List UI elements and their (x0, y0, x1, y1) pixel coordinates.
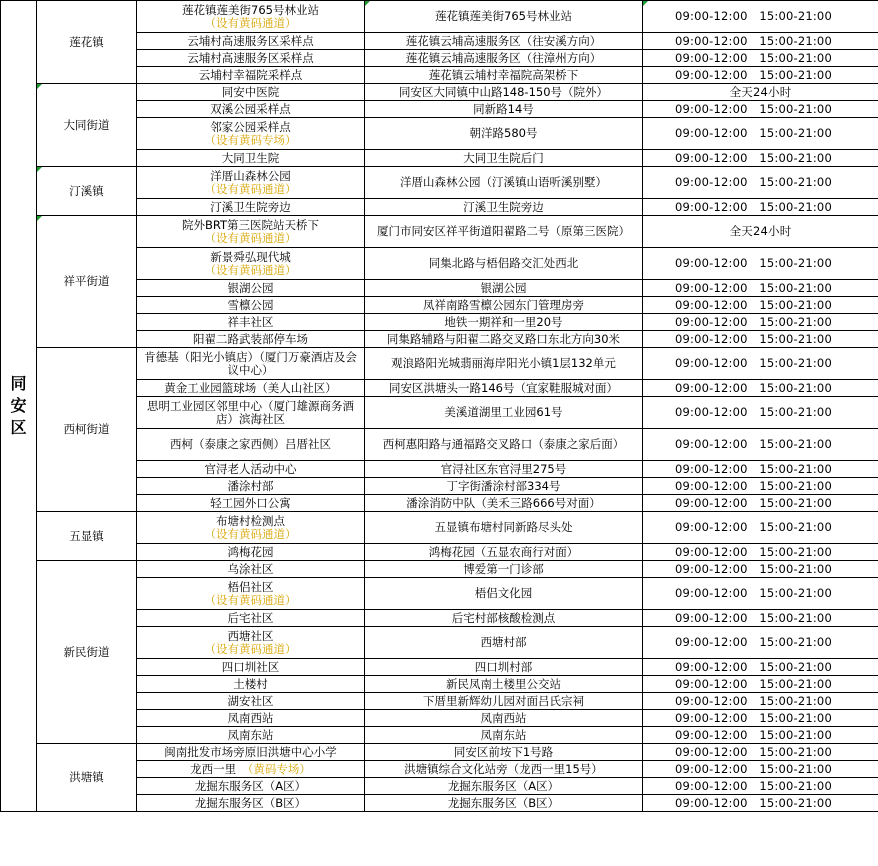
address-cell: 同集北路与梧侣路交汇处西北 (365, 248, 643, 280)
site-name: 龙掘东服务区（B区） (194, 795, 307, 810)
site-line (190, 762, 311, 776)
address-cell: 博爱第一门诊部 (365, 561, 643, 578)
address-cell: 汀溪卫生院旁边 (365, 199, 643, 216)
hours-cell: 09:00-12:00 15:00-21:00 (643, 397, 878, 429)
site-cell (137, 478, 365, 495)
site-cell (137, 348, 365, 380)
address-cell: 龙掘东服务区（A区） (365, 778, 643, 795)
hours-cell: 09:00-12:00 15:00-21:00 (643, 578, 878, 610)
site-name: 四口圳社区 (221, 659, 280, 674)
town-cell: 新民街道 (37, 561, 137, 744)
site-name: 院外BRT第三医院站天桥下 (181, 217, 320, 232)
site-cell (137, 429, 365, 461)
address-cell: 丁字街潘涂村部334号 (365, 478, 643, 495)
address-cell: 莲花镇云埔高速服务区（往安溪方向） (365, 33, 643, 50)
hours-cell: 09:00-12:00 15:00-21:00 (643, 710, 878, 727)
site-name: 西柯（泰康之家西侧）吕厝社区 (170, 437, 331, 451)
hours-cell: 09:00-12:00 15:00-21:00 (643, 659, 878, 676)
site-cell (137, 693, 365, 710)
address-cell: 同新路14号 (365, 101, 643, 118)
town-cell: 祥平街道 (37, 216, 137, 348)
address-cell: 凤南东站 (365, 727, 643, 744)
table-row (1, 348, 878, 380)
yellow-code-note: （设有黄码通道） (204, 592, 297, 607)
site-name: 湖安社区 (227, 693, 274, 708)
site-name: 雪檩公园 (227, 297, 274, 312)
site-cell (137, 280, 365, 297)
hours-cell: 09:00-12:00 15:00-21:00 (643, 280, 878, 297)
address-cell: 观浪路阳光城翡丽海岸阳光小镇1层132单元 (365, 348, 643, 380)
site-name: 布塘村检测点 (216, 513, 285, 528)
site-name: 阳翟二路武装部停车场 (193, 331, 308, 346)
site-name: 龙掘东服务区（A区） (194, 778, 307, 793)
hours-cell: 09:00-12:00 15:00-21:00 (643, 331, 878, 348)
hours-cell: 09:00-12:00 15:00-21:00 (643, 627, 878, 659)
site-name: 鸿梅花园 (227, 544, 274, 559)
site-name: 邻家公园采样点 (210, 119, 291, 134)
address-cell: 大同卫生院后门 (365, 150, 643, 167)
town-cell: 汀溪镇 (37, 167, 137, 216)
site-cell (137, 659, 365, 676)
address-cell: 同安区洪塘头一路146号（宜家鞋服城对面） (365, 380, 643, 397)
hours-cell: 09:00-12:00 15:00-21:00 (643, 693, 878, 710)
address-cell: 地铁一期祥和一里20号 (365, 314, 643, 331)
site-cell (137, 727, 365, 744)
yellow-code-note: （设有黄码通道） (204, 262, 297, 277)
address-cell: 洋厝山森林公园（汀溪镇山语听溪别墅） (365, 167, 643, 199)
hours-cell: 09:00-12:00 15:00-21:00 (643, 795, 878, 812)
yellow-code-note: （设有黄码专场） (204, 132, 297, 147)
address-cell: 后宅村部核酸检测点 (365, 610, 643, 627)
address-cell: 五显镇布塘村同新路尽头处 (365, 512, 643, 544)
site-cell (137, 461, 365, 478)
address-cell: 潘涂消防中队（美禾三路666号对面） (365, 495, 643, 512)
yellow-code-note: （设有黄码通道） (204, 526, 297, 541)
address-cell: 凤祥南路雪檩公园东门管理房旁 (365, 297, 643, 314)
hours-cell: 09:00-12:00 15:00-21:00 (643, 101, 878, 118)
address-cell: 洪塘镇综合文化站旁（龙西一里15号） (365, 761, 643, 778)
hours-cell: 09:00-12:00 15:00-21:00 (643, 297, 878, 314)
site-cell (137, 216, 365, 248)
site-cell (137, 710, 365, 727)
hours-cell: 09:00-12:00 15:00-21:00 (643, 676, 878, 693)
yellow-code-note: （设有黄码通道） (204, 230, 297, 245)
yellow-code-note: （设有黄码通道） (204, 641, 297, 656)
site-cell (137, 199, 365, 216)
address-cell: 同安区大同镇中山路148-150号（院外） (365, 84, 643, 101)
site-cell (137, 676, 365, 693)
table-row (1, 744, 878, 761)
site-name: 轻工园外口公寓 (210, 495, 291, 510)
address-cell: 美溪道湖里工业园61号 (365, 397, 643, 429)
site-name: 大同卫生院 (221, 150, 280, 165)
address-cell: 官浔社区东官浔里275号 (365, 461, 643, 478)
table-row (1, 1, 878, 33)
hours-cell: 09:00-12:00 15:00-21:00 (643, 727, 878, 744)
yellow-code-note: （设有黄码通道） (204, 181, 297, 196)
site-cell (137, 578, 365, 610)
site-cell (137, 297, 365, 314)
yellow-code-note: （设有黄码通道） (204, 15, 297, 30)
site-name: 闽南批发市场旁原旧洪塘中心小学 (164, 744, 337, 759)
site-cell (137, 495, 365, 512)
site-cell (137, 610, 365, 627)
address-cell: 莲花镇云埔高速服务区（往漳州方向） (365, 50, 643, 67)
site-name: 云埔村高速服务区采样点 (187, 33, 314, 48)
site-name: 银湖公园 (227, 280, 274, 295)
hours-cell: 09:00-12:00 15:00-21:00 (643, 380, 878, 397)
address-cell: 同安区前垵下1号路 (365, 744, 643, 761)
site-cell (137, 50, 365, 67)
site-name: 莲花镇莲美街765号林业站 (182, 2, 319, 17)
hours-cell: 09:00-12:00 15:00-21:00 (643, 50, 878, 67)
hours-cell: 09:00-12:00 15:00-21:00 (643, 478, 878, 495)
site-cell (137, 1, 365, 33)
town-cell: 五显镇 (37, 512, 137, 561)
hours-cell: 09:00-12:00 15:00-21:00 (643, 348, 878, 380)
table-row (1, 512, 878, 544)
site-name: 龙西一里 (190, 761, 237, 776)
site-name: 土楼村 (233, 676, 268, 691)
site-name: 同安中医院 (221, 84, 280, 99)
town-cell: 洪塘镇 (37, 744, 137, 812)
site-cell (137, 33, 365, 50)
address-cell: 莲花镇云埔村幸福院高架桥下 (365, 67, 643, 84)
site-cell (137, 544, 365, 561)
site-name: 后宅社区 (227, 610, 274, 625)
site-name: 梧侣社区 (227, 579, 274, 594)
site-name: 云埔村幸福院采样点 (198, 67, 303, 82)
site-name: 黄金工业园篮球场（美人山社区） (164, 380, 337, 395)
site-cell (137, 67, 365, 84)
hours-cell: 09:00-12:00 15:00-21:00 (643, 67, 878, 84)
site-name: 潘涂村部 (227, 478, 274, 493)
site-name: 新景舜弘现代城 (210, 249, 291, 264)
address-cell: 四口圳村部 (365, 659, 643, 676)
address-cell: 厦门市同安区祥平街道阳翟路二号（原第三医院） (365, 216, 643, 248)
site-name: 官浔老人活动中心 (204, 461, 297, 476)
site-cell (137, 84, 365, 101)
hours-cell: 09:00-12:00 15:00-21:00 (643, 610, 878, 627)
address-cell: 西塘村部 (365, 627, 643, 659)
hours-cell: 全天24小时 (643, 216, 878, 248)
site-cell (137, 512, 365, 544)
hours-cell: 09:00-12:00 15:00-21:00 (643, 33, 878, 50)
site-cell (137, 778, 365, 795)
hours-cell: 09:00-12:00 15:00-21:00 (643, 495, 878, 512)
town-cell: 大同街道 (37, 84, 137, 167)
hours-cell: 09:00-12:00 15:00-21:00 (643, 314, 878, 331)
site-cell (137, 380, 365, 397)
site-cell (137, 627, 365, 659)
table-row (1, 216, 878, 248)
table-row (1, 84, 878, 101)
hours-cell: 09:00-12:00 15:00-21:00 (643, 199, 878, 216)
hours-cell: 09:00-12:00 15:00-21:00 (643, 561, 878, 578)
site-name: 肯德基（阳光小镇店）（厦门万豪酒店及会议中心） (144, 349, 357, 377)
site-cell (137, 561, 365, 578)
address-cell: 同集路辅路与阳翟二路交叉路口东北方向30米 (365, 331, 643, 348)
address-cell: 银湖公园 (365, 280, 643, 297)
site-name: 乌涂社区 (227, 561, 274, 576)
address-cell: 梧侣文化园 (365, 578, 643, 610)
address-cell: 凤南西站 (365, 710, 643, 727)
district-cell: 同安区 (1, 1, 37, 812)
site-cell (137, 248, 365, 280)
table-row (1, 561, 878, 578)
site-name: 凤南东站 (227, 727, 274, 742)
hours-cell: 09:00-12:00 15:00-21:00 (643, 1, 878, 33)
address-cell: 新民凤南土楼里公交站 (365, 676, 643, 693)
site-name: 双溪公园采样点 (210, 101, 291, 116)
hours-cell: 全天24小时 (643, 84, 878, 101)
site-cell (137, 167, 365, 199)
hours-cell: 09:00-12:00 15:00-21:00 (643, 461, 878, 478)
hours-cell: 09:00-12:00 15:00-21:00 (643, 778, 878, 795)
address-cell: 龙掘东服务区（B区） (365, 795, 643, 812)
yellow-code-note: （黄码专场） (247, 761, 311, 776)
hours-cell: 09:00-12:00 15:00-21:00 (643, 248, 878, 280)
address-cell: 莲花镇莲美街765号林业站 (365, 1, 643, 33)
town-cell: 莲花镇 (37, 1, 137, 84)
site-name: 汀溪卫生院旁边 (210, 199, 291, 214)
hours-cell: 09:00-12:00 15:00-21:00 (643, 150, 878, 167)
address-cell: 朝洋路580号 (365, 118, 643, 150)
hours-cell: 09:00-12:00 15:00-21:00 (643, 512, 878, 544)
site-cell (137, 744, 365, 761)
hours-cell: 09:00-12:00 15:00-21:00 (643, 761, 878, 778)
site-name: 云埔村高速服务区采样点 (187, 50, 314, 65)
hours-cell: 09:00-12:00 15:00-21:00 (643, 118, 878, 150)
site-cell (137, 397, 365, 429)
address-cell: 鸿梅花园（五显农商行对面） (365, 544, 643, 561)
address-cell: 西柯惠阳路与通福路交叉路口（泰康之家后面） (365, 429, 643, 461)
site-cell (137, 331, 365, 348)
address-cell: 下厝里新辉幼儿园对面吕氏宗祠 (365, 693, 643, 710)
site-cell (137, 314, 365, 331)
site-name: 洋厝山森林公园 (210, 168, 291, 183)
site-cell (137, 150, 365, 167)
hours-cell: 09:00-12:00 15:00-21:00 (643, 744, 878, 761)
hours-cell: 09:00-12:00 15:00-21:00 (643, 167, 878, 199)
site-cell (137, 118, 365, 150)
site-cell (137, 101, 365, 118)
site-name: 凤南西站 (227, 710, 274, 725)
site-name: 思明工业园区邻里中心（厦门雄源商务酒店）滨海社区 (147, 398, 354, 426)
site-cell (137, 795, 365, 812)
site-name: 祥丰社区 (227, 314, 274, 329)
table-row (1, 167, 878, 199)
town-cell: 西柯街道 (37, 348, 137, 512)
site-name: 西塘社区 (227, 628, 274, 643)
hours-cell: 09:00-12:00 15:00-21:00 (643, 429, 878, 461)
hours-cell: 09:00-12:00 15:00-21:00 (643, 544, 878, 561)
site-cell (137, 761, 365, 778)
